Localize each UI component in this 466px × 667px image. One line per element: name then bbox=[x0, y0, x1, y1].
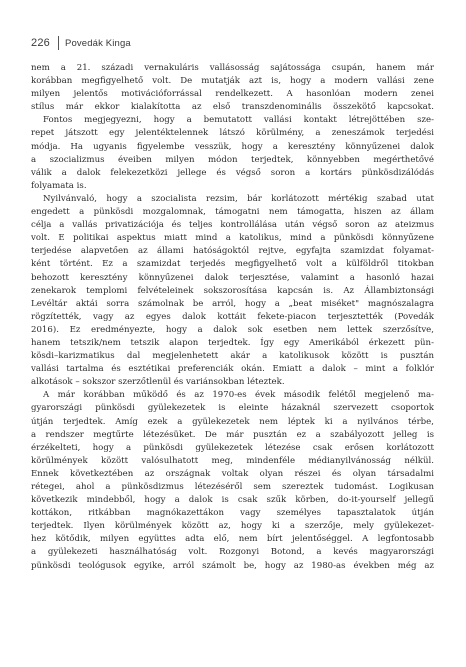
text-line: hanem tetszik/nem tetszik alapon terjedtek. Így egy Amerikából érkezett pün- bbox=[31, 337, 434, 348]
text-line: terjedtek. Ilyen körülmények között az, hogy ki a szerzője, mely gyülekezet- bbox=[31, 521, 434, 532]
paragraph bbox=[31, 389, 434, 572]
text-line: repet játszott egy jelentéktelennek látszó körülmény, a zeneszámok terjedési bbox=[31, 128, 434, 139]
paragraph bbox=[31, 62, 434, 114]
text-line: milyen jelentős motivációforrással rendelkezett. A hasonlóan modern zenei bbox=[31, 89, 434, 100]
text-line: vallási tartalma és esztétikai preferenciák okán. Emiatt a dalok – mint a folklór bbox=[31, 364, 434, 375]
page-number: 226 bbox=[31, 37, 50, 49]
text-line: érzékelteti, hogy a pünkösdi gyülekezetek létezése csak erősen korlátozott bbox=[31, 442, 434, 453]
text-line: nem a 21. századi vernakuláris vallásosság sajátossága csupán, hanem már bbox=[31, 63, 434, 73]
text-line: a gyülekezeti használhatóság volt. Rozgonyi Botond, a kevés magyarországi bbox=[31, 547, 434, 558]
text-line: rögzítették, vagy az egyes dalok kottáit fekete-piacon terjesztették (Povedák bbox=[31, 311, 434, 322]
text-line: stílus már ekkor kialakította az első transzdenominális összekötő kapcsokat. bbox=[31, 102, 434, 113]
text-line: alkotások – sokszor szerzőtlenül és variánsokban léteztek. bbox=[31, 377, 285, 388]
text-line: következik mindebből, hogy a dalok is csak szűk körben, do-it-yourself jellegű bbox=[31, 495, 434, 506]
header-divider bbox=[58, 36, 59, 50]
text-line: Fontos megjegyezni, hogy a bemutatott vallási kontakt létrejöttében sze- bbox=[43, 115, 434, 126]
paragraph bbox=[31, 193, 434, 389]
text-line: ként történt. Ez a szamizdat terjedés megfigyelhető volt a külföldről titokban bbox=[31, 259, 434, 270]
text-line: folyamata is. bbox=[31, 180, 87, 191]
text-line: módja. Ha ugyanis figyelembe vesszük, hogy a keresztény könnyűzenei dalok bbox=[31, 141, 434, 152]
text-line: útján terjedtek. Amíg ezek a gyülekezetek nem léptek ki a nyilvános térbe, bbox=[31, 416, 434, 427]
text-line: pünkösdi teológusok egyike, arról számolt be, hogy az 1980-as években még az bbox=[31, 560, 434, 571]
text-line: célja a vallás privatizációja és teljes kontrollálása után végső soron az ateizmus bbox=[31, 220, 434, 231]
text-line: behozott keresztény könnyűzenei dalok terjesztése, valamint a hasonló hazai bbox=[31, 272, 434, 283]
running-header-author: Povedák Kinga bbox=[64, 37, 131, 49]
body-text bbox=[31, 62, 434, 573]
text-line: engedett a pünkösdi mozgalomnak, támogatni nem támogatta, hiszen az állam bbox=[31, 207, 434, 218]
text-line: hez kötődik, milyen együttes adta elő, nem bírt jelentőséggel. A legfontosabb bbox=[31, 534, 434, 545]
text-line: kösdi–karizmatikus dal megjelenhetett akár a katolikusok között is pusztán bbox=[31, 351, 434, 362]
text-line: kottákon, ritkábban magnókazettákon vagy személyes tapasztalatok útján bbox=[31, 508, 434, 519]
text-line: volt. E politikai aspektus miatt mind a katolikus, mind a pünkösdi könnyűzene bbox=[31, 233, 434, 244]
text-line: 2016). Ez eredményezte, hogy a dalok sok esetben nem lettek szerzősítve, bbox=[31, 324, 434, 335]
text-line: terjedése alapvetően az állami hatóságoktól rejtve, egyfajta szamizdat folyamat- bbox=[31, 246, 434, 257]
text-line: Ennek következtében az országnak voltak olyan részei és olyan társadalmi bbox=[31, 468, 434, 479]
text-line: a rendszer megtűrte létezésüket. De már pusztán ez a szabályozott jelleg is bbox=[31, 429, 434, 440]
text-line: válik a dalok felekezetközi jellege és végső soron a kortárs pünkösdizálódás bbox=[31, 167, 434, 178]
text-line: gyarországi pünkösdi gyülekezetek is eleinte házaknál szervezett csoportok bbox=[31, 403, 434, 414]
text-line: Nyilvánvaló, hogy a szocialista rezsim, bár korlátozott mértékig szabad utat bbox=[43, 193, 434, 204]
text-line: Levéltár aktái sorra számolnak be arról, hogy a „beat miséket" magnószalagra bbox=[31, 298, 434, 309]
text-line: a szocializmus éveiben milyen módon terjedtek, könnyebben megérthetővé bbox=[31, 154, 434, 165]
text-line: rétegei, ahol a pünkösdizmus létezéséről sem szereztek tudomást. Logikusan bbox=[31, 482, 434, 492]
paragraph bbox=[31, 114, 434, 193]
text-line: A már korábban működő és az 1970-es évek második felétől megjelenő ma- bbox=[43, 390, 434, 401]
text-line: körülmények között valósulhatott meg, mindenféle médianyilvánosság nélkül. bbox=[31, 455, 434, 466]
text-line: zenekarok templomi felvételeinek sokszorosítása kapcsán is. Az Állambiztonsági bbox=[31, 285, 434, 296]
text-line: korábban megfigyelhető volt. De mutatják azt is, hogy a modern vallási zene bbox=[31, 76, 434, 87]
running-header bbox=[31, 35, 131, 51]
